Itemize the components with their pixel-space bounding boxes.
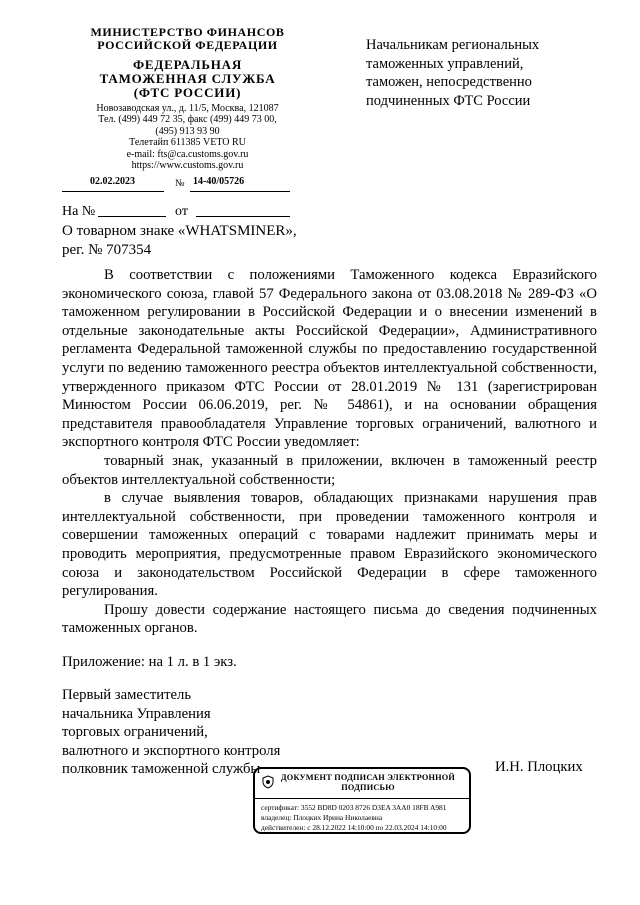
signatory-line2: начальника Управления — [62, 705, 211, 722]
addressee-line4: подчиненных ФТС России — [366, 92, 531, 109]
attachment-note: Приложение: на 1 л. в 1 экз. — [62, 654, 237, 670]
phone: Тел. (499) 449 72 35, факс (499) 449 73 00, — [98, 114, 277, 126]
seal-icon — [262, 775, 274, 789]
ministry-name — [60, 26, 315, 51]
letter-date: 02.02.2023 — [90, 176, 135, 187]
signatory-line3: торговых ограничений, — [62, 724, 208, 741]
service-name — [60, 58, 315, 100]
service-line2: ТАМОЖЕННАЯ СЛУЖБА — [99, 71, 276, 86]
contact-block — [60, 103, 315, 171]
ref-number-blank — [98, 216, 166, 217]
email: e-mail: fts@ca.customs.gov.ru — [126, 148, 249, 160]
addressee-line2: таможенных управлений, — [366, 55, 524, 72]
ref-date-blank — [196, 216, 290, 217]
body-paragraph-2: товарный знак, указанный в приложении, включен в таможенный реестр объектов интеллектуальной собственности; — [62, 452, 597, 488]
ministry-line2: РОССИЙСКОЙ ФЕДЕРАЦИИ — [97, 37, 278, 52]
ref-from-label: от — [175, 204, 188, 219]
signatory-line5: полковник таможенной службы — [62, 761, 261, 778]
body-paragraph-3: в случае выявления товаров, обладающих признаками нарушения прав интеллектуальной собственности, при проведении таможенного контроля и совершении таможенных операций с товарами надлежит принимать меры и проводить мероприятия, предусмотренные правом Евразийского экономического союза и законодательством Российской Федерации в сфере таможенного регулирования. — [62, 490, 597, 600]
stamp-owner: владелец: Плоцких Ирина Николаевна — [261, 813, 383, 822]
signatory-line1: Первый заместитель — [62, 687, 192, 703]
address: Новозаводская ул., д. 11/5, Москва, 121087 — [96, 103, 279, 114]
phone-secondary: (495) 913 93 90 — [155, 125, 220, 137]
stamp-title-line2: ПОДПИСЬЮ — [341, 783, 395, 792]
signatory-name: И.Н. Плоцких — [495, 759, 583, 775]
body-paragraph-1: В соответствии с положениями Таможенного кодекса Евразийского экономического союза, главой 57 Федерального закона от 03.08.2018 № 289-ФЗ «О таможенном регулировании в Российской Федерации и о внесении изменений в отдельные законодательные акты Российской Федерации», Административного регламента Федеральной таможенной службы по предоставлению государственной услуги по ведению таможенного реестра объектов интеллектуальной собственности, утвержденного приказом ФТС России от 28.01.2019 № 131 (зарегистрирован Минюстом России 06.06.2019, рег. № 54861), и на основании обращения представителя правообладателя Управление торговых ограничений, валютного и экспортного контроля ФТС России уведомляет: — [62, 267, 597, 451]
letter-subject — [62, 222, 312, 260]
number-label: № — [175, 178, 185, 189]
signatory-position — [62, 686, 280, 779]
signatory-line4: валютного и экспортного контроля — [62, 742, 281, 759]
ministry-line1: МИНИСТЕРСТВО ФИНАНСОВ — [90, 25, 285, 39]
ref-number-label: На № — [62, 204, 96, 219]
addressee-line3: таможен, непосредственно — [366, 74, 532, 90]
teletype: Телетайп 611385 VETO RU — [129, 137, 246, 149]
date-underline — [62, 191, 164, 192]
stamp-validity: действителен: с 28.12.2022 14:10:00 по 22.03.2024 14:10:00 — [261, 823, 447, 832]
subject-line2: рег. № 707354 — [62, 242, 152, 258]
stamp-certificate: сертификат: 3552 BD8D 0203 8726 D3EA 3AA0 18FB A981 — [261, 803, 447, 812]
service-line3: (ФТС РОССИИ) — [133, 85, 242, 100]
letter-body — [62, 266, 597, 638]
addressee — [366, 36, 596, 110]
number-underline — [190, 191, 290, 192]
addressee-line1: Начальникам региональных — [366, 37, 540, 53]
stamp-title-line1: ДОКУМЕНТ ПОДПИСАН ЭЛЕКТРОННОЙ — [280, 773, 456, 782]
e-signature-stamp — [253, 767, 471, 834]
subject-line1: О товарном знаке «WHATSMINER», — [62, 223, 297, 239]
letter-number: 14-40/05726 — [193, 176, 245, 187]
service-line1: ФЕДЕРАЛЬНАЯ — [132, 57, 243, 72]
stamp-title — [275, 773, 461, 793]
body-paragraph-4: Прошу довести содержание настоящего письма до сведения подчиненных таможенных органов. — [62, 601, 597, 637]
website: https://www.customs.gov.ru — [131, 160, 244, 172]
stamp-divider — [255, 798, 469, 799]
